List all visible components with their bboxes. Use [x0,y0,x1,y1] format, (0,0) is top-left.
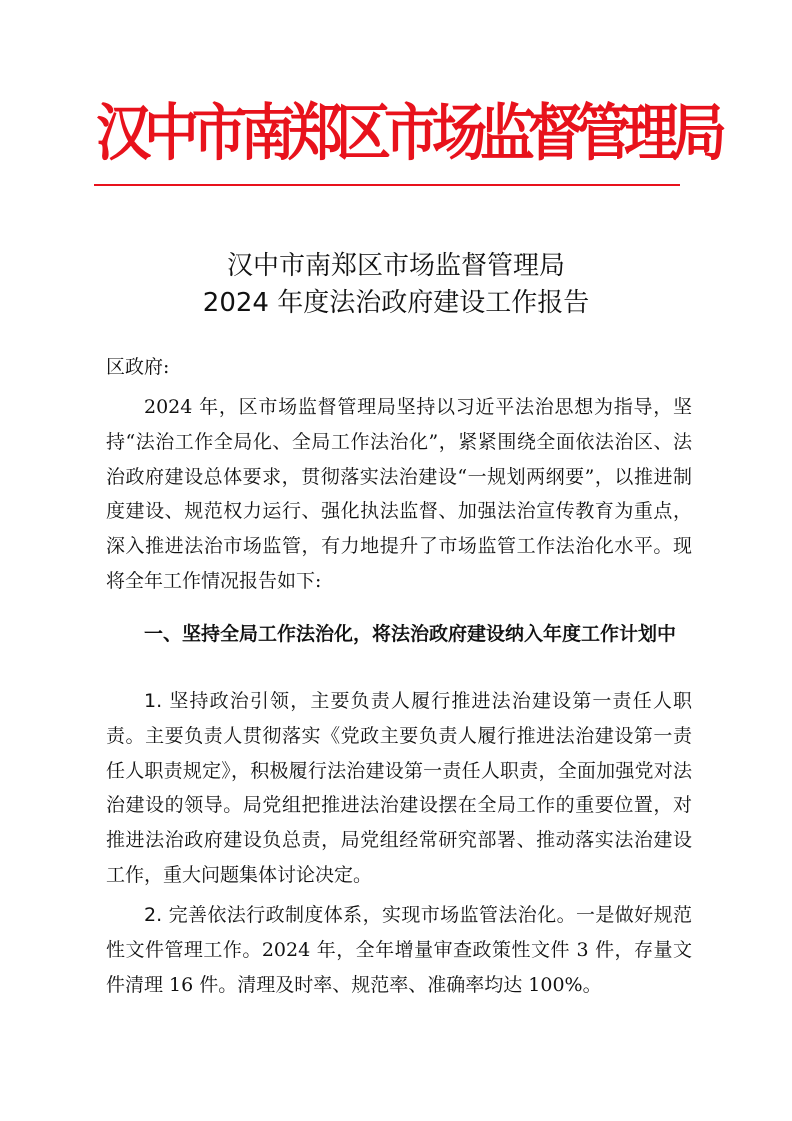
item-1-paragraph [106,684,692,893]
item-1-body: 主要负责人贯彻落实《党政主要负责人履行推进法治建设第一责任人职责规定》，积极履行法治建设第一责任人职责，全面加强党对法治建设的领导。局党组把推进法治建设摆在全局工作的重要位置，对推进法治政府建设负总责，局党组经常研究部署、推动落实法治建设工作，重大问题集体讨论决定。 [106,724,692,886]
intro-paragraph: 2024 年，区市场监督管理局坚持以习近平法治思想为指导，坚持“法治工作全局化、全局工作法治化”，紧紧围绕全面依法治区、法治政府建设总体要求，贯彻落实法治建设“一规划两纲要”，以推进制度建设、规范权力运行、强化执法监督、加强法治宣传教育为重点，深入推进法治市场监管，有力地提升了市场监管工作法治化水平。现将全年工作情况报告如下: [106,396,692,592]
item-2-lead: 2. 完善依法行政制度体系，实现市场监管法治化。 [144,904,576,926]
item-1-lead: 1. 坚持政治引领，主要负责人履行推进法治建设第一责任人职责。 [106,690,692,747]
item-2-body: 一是做好规范性文件管理工作。2024 年，全年增量审查政策性文件 3 件，存量文件清理 16 件。清理及时率、规范率、准确率均达 100%。 [106,904,692,996]
letterhead-red-rule [94,184,680,186]
section-heading-1: 一、坚持全局工作法治化，将法治政府建设纳入年度工作计划中 [144,623,677,645]
salutation: 区政府: [106,356,170,378]
item-2-paragraph [106,898,692,1002]
document-title-line2: 2024 年度法治政府建设工作报告 [202,288,590,318]
letterhead-org-name: 汉中市南郑区市场监督管理局 [96,96,721,169]
document-title-line1: 汉中市南郑区市场监督管理局 [226,251,565,281]
